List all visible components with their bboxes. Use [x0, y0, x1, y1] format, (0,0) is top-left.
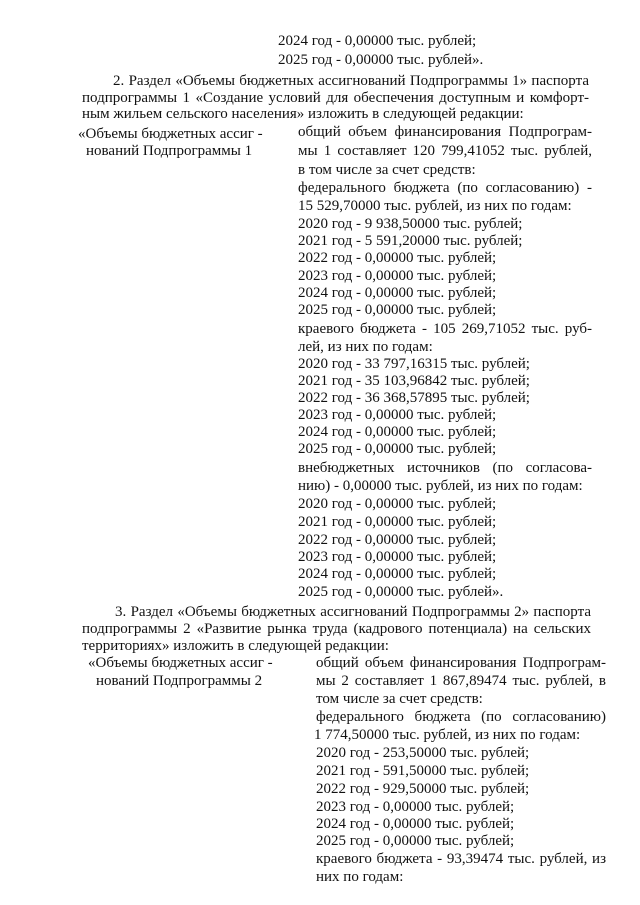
- text-line: 2025 год - 0,00000 тыс. рублей;: [316, 833, 515, 849]
- text-line: ным жильем сельского населения» изложить в следующей редакции:: [82, 106, 524, 122]
- text-line: общий объем финансирования Подпрограм-: [316, 655, 606, 671]
- section2-label: нований Подпрограммы 1: [86, 143, 253, 159]
- text-line: 2025 год - 0,00000 тыс. рублей;: [298, 302, 497, 318]
- text-line: 2020 год - 253,50000 тыс. рублей;: [316, 745, 530, 761]
- text-line: 2020 год - 9 938,50000 тыс. рублей;: [298, 216, 523, 232]
- text-line: 2024 год - 0,00000 тыс. рублей;: [316, 816, 515, 832]
- text-line: них по годам:: [316, 869, 404, 885]
- text-line: 2025 год - 0,00000 тыс. рублей;: [298, 441, 497, 457]
- text-line: 2022 год - 36 368,57895 тыс. рублей;: [298, 390, 530, 406]
- text-line: лей, из них по годам:: [298, 339, 433, 355]
- text-line: мы 2 составляет 1 867,89474 тыс. рублей, в: [316, 673, 606, 689]
- text-line: краевого бюджета - 105 269,71052 тыс. руб-: [298, 321, 592, 337]
- text-line: 2022 год - 929,50000 тыс. рублей;: [316, 781, 530, 797]
- text-line: мы 1 составляет 120 799,41052 тыс. рублей,: [298, 143, 592, 159]
- section2-label: «Объемы бюджетных ассиг -: [78, 126, 263, 142]
- text-line: территориях» изложить в следующей редакции:: [82, 638, 389, 654]
- text-line: федерального бюджета (по согласованию): [316, 709, 606, 725]
- text-line: 2023 год - 0,00000 тыс. рублей;: [298, 549, 497, 565]
- text-line: 2025 год - 0,00000 тыс. рублей».: [278, 52, 484, 68]
- text-line: 2024 год - 0,00000 тыс. рублей;: [298, 566, 497, 582]
- text-line: 2023 год - 0,00000 тыс. рублей;: [298, 268, 497, 284]
- text-line: в том числе за счет средств:: [298, 162, 476, 178]
- text-line: федерального бюджета (по согласованию) -: [298, 180, 592, 196]
- text-line: 2023 год - 0,00000 тыс. рублей;: [316, 799, 515, 815]
- text-line: 2022 год - 0,00000 тыс. рублей;: [298, 250, 497, 266]
- text-line: 2025 год - 0,00000 тыс. рублей».: [298, 584, 504, 600]
- text-line: 2021 год - 591,50000 тыс. рублей;: [316, 763, 530, 779]
- text-line: 15 529,70000 тыс. рублей, из них по годам:: [298, 198, 572, 214]
- text-line: том числе за счет средств:: [316, 691, 483, 707]
- text-line: 2024 год - 0,00000 тыс. рублей;: [298, 285, 497, 301]
- text-line: 2020 год - 33 797,16315 тыс. рублей;: [298, 356, 530, 372]
- text-line: 2024 год - 0,00000 тыс. рублей;: [278, 33, 477, 49]
- text-line: 1 774,50000 тыс. рублей, из них по годам:: [314, 727, 581, 743]
- section3-label: «Объемы бюджетных ассиг -: [88, 655, 273, 671]
- text-line: краевого бюджета - 93,39474 тыс. рублей, из: [316, 851, 606, 867]
- text-line: 2023 год - 0,00000 тыс. рублей;: [298, 407, 497, 423]
- text-line: нию) - 0,00000 тыс. рублей, из них по годам:: [298, 478, 583, 494]
- text-line: 2021 год - 35 103,96842 тыс. рублей;: [298, 373, 530, 389]
- section3-heading: 3. Раздел «Объемы бюджетных ассигнований Подпрограммы 2» паспорта: [115, 604, 591, 620]
- text-line: 2021 год - 5 591,20000 тыс. рублей;: [298, 233, 523, 249]
- text-line: подпрограммы 2 «Развитие рынка труда (кадрового потенциала) на сельских: [82, 621, 591, 637]
- text-line: 2021 год - 0,00000 тыс. рублей;: [298, 514, 497, 530]
- text-line: внебюджетных источников (по согласова-: [298, 460, 592, 476]
- text-line: подпрограммы 1 «Создание условий для обеспечения доступным и комфорт-: [82, 90, 589, 106]
- text-line: общий объем финансирования Подпрограм-: [298, 124, 592, 140]
- text-line: 2024 год - 0,00000 тыс. рублей;: [298, 424, 497, 440]
- section2-heading: 2. Раздел «Объемы бюджетных ассигнований Подпрограммы 1» паспорта: [113, 73, 589, 89]
- text-line: 2020 год - 0,00000 тыс. рублей;: [298, 496, 497, 512]
- section3-label: нований Подпрограммы 2: [96, 673, 263, 689]
- text-line: 2022 год - 0,00000 тыс. рублей;: [298, 532, 497, 548]
